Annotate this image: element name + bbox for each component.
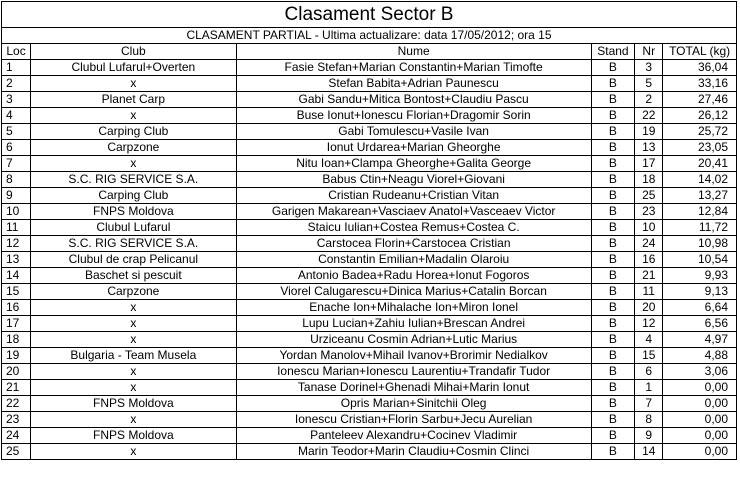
cell-stand: B	[591, 444, 635, 460]
table-row	[2, 76, 737, 92]
cell-total: 4,97	[663, 332, 737, 348]
table-row	[2, 396, 737, 412]
cell-nr: 15	[635, 348, 663, 364]
update-subtitle: CLASAMENT PARTIAL - Ultima actualizare: data 17/05/2012; ora 15	[2, 27, 736, 43]
table-row	[2, 188, 737, 204]
cell-nr: 5	[635, 76, 663, 92]
table-row	[2, 60, 737, 76]
cell-total: 20,41	[663, 156, 737, 172]
cell-total: 6,56	[663, 316, 737, 332]
cell-club: FNPS Moldova	[31, 204, 237, 220]
cell-nume: Urziceanu Cosmin Adrian+Lutic Marius	[236, 332, 591, 348]
cell-club: Bulgaria - Team Musela	[31, 348, 237, 364]
cell-total: 36,04	[663, 60, 737, 76]
cell-club: x	[31, 108, 237, 124]
cell-club: Clubul Lufarul+Overten	[31, 60, 237, 76]
cell-club: Clubul Lufarul	[31, 220, 237, 236]
cell-stand: B	[591, 380, 635, 396]
cell-loc: 24	[2, 428, 31, 444]
cell-club: Carping Club	[31, 124, 237, 140]
table-row	[2, 236, 737, 252]
table-row	[2, 124, 737, 140]
cell-nr: 24	[635, 236, 663, 252]
cell-nume: Tanase Dorinel+Ghenadi Mihai+Marin Ionut	[236, 380, 591, 396]
col-header-total: TOTAL (kg)	[663, 44, 737, 60]
table-row	[2, 444, 737, 460]
table-row	[2, 140, 737, 156]
table-row	[2, 348, 737, 364]
cell-loc: 9	[2, 188, 31, 204]
cell-nume: Carstocea Florin+Carstocea Cristian	[236, 236, 591, 252]
cell-stand: B	[591, 348, 635, 364]
cell-nume: Lupu Lucian+Zahiu Iulian+Brescan Andrei	[236, 316, 591, 332]
cell-total: 9,13	[663, 284, 737, 300]
cell-stand: B	[591, 124, 635, 140]
cell-nume: Gabi Sandu+Mitica Bontost+Claudiu Pascu	[236, 92, 591, 108]
cell-loc: 7	[2, 156, 31, 172]
cell-club: x	[31, 332, 237, 348]
cell-nume: Panteleev Alexandru+Cocinev Vladimir	[236, 428, 591, 444]
cell-stand: B	[591, 204, 635, 220]
cell-total: 6,64	[663, 300, 737, 316]
table-row	[2, 92, 737, 108]
table-row	[2, 172, 737, 188]
cell-stand: B	[591, 284, 635, 300]
cell-total: 0,00	[663, 444, 737, 460]
cell-stand: B	[591, 140, 635, 156]
cell-stand: B	[591, 268, 635, 284]
cell-nr: 22	[635, 108, 663, 124]
cell-total: 12,84	[663, 204, 737, 220]
cell-total: 33,16	[663, 76, 737, 92]
table-body	[2, 60, 737, 460]
cell-loc: 20	[2, 364, 31, 380]
table-row	[2, 364, 737, 380]
cell-total: 4,88	[663, 348, 737, 364]
col-header-club: Club	[31, 44, 237, 60]
cell-nr: 3	[635, 60, 663, 76]
cell-loc: 16	[2, 300, 31, 316]
cell-loc: 21	[2, 380, 31, 396]
cell-total: 26,12	[663, 108, 737, 124]
cell-nr: 18	[635, 172, 663, 188]
table-row	[2, 380, 737, 396]
cell-total: 27,46	[663, 92, 737, 108]
cell-nr: 21	[635, 268, 663, 284]
cell-stand: B	[591, 172, 635, 188]
cell-stand: B	[591, 300, 635, 316]
cell-club: x	[31, 316, 237, 332]
cell-nume: Ionescu Marian+Ionescu Laurentiu+Trandafir Tudor	[236, 364, 591, 380]
table-row	[2, 412, 737, 428]
cell-nr: 1	[635, 380, 663, 396]
cell-nr: 11	[635, 284, 663, 300]
table-row	[2, 252, 737, 268]
cell-stand: B	[591, 412, 635, 428]
cell-nume: Staicu Iulian+Costea Remus+Costea C.	[236, 220, 591, 236]
cell-nr: 17	[635, 156, 663, 172]
table-row	[2, 284, 737, 300]
cell-loc: 12	[2, 236, 31, 252]
cell-club: x	[31, 444, 237, 460]
cell-nr: 13	[635, 140, 663, 156]
standings-sheet	[1, 1, 737, 460]
cell-loc: 13	[2, 252, 31, 268]
cell-loc: 6	[2, 140, 31, 156]
col-header-nume: Nume	[236, 44, 591, 60]
table-row	[2, 204, 737, 220]
cell-nr: 7	[635, 396, 663, 412]
cell-stand: B	[591, 316, 635, 332]
cell-nume: Garigen Makarean+Vasciaev Anatol+Vasceaev Victor	[236, 204, 591, 220]
cell-nume: Cristian Rudeanu+Cristian Vitan	[236, 188, 591, 204]
cell-nr: 14	[635, 444, 663, 460]
cell-nume: Stefan Babita+Adrian Paunescu	[236, 76, 591, 92]
cell-club: S.C. RIG SERVICE S.A.	[31, 236, 237, 252]
cell-stand: B	[591, 156, 635, 172]
cell-loc: 4	[2, 108, 31, 124]
col-header-stand: Stand	[591, 44, 635, 60]
cell-club: Planet Carp	[31, 92, 237, 108]
cell-club: x	[31, 364, 237, 380]
cell-nume: Constantin Emilian+Madalin Olaroiu	[236, 252, 591, 268]
table-row	[2, 332, 737, 348]
cell-nume: Babus Ctin+Neagu Viorel+Giovani	[236, 172, 591, 188]
cell-loc: 14	[2, 268, 31, 284]
cell-nr: 12	[635, 316, 663, 332]
cell-loc: 11	[2, 220, 31, 236]
header-block	[1, 1, 737, 43]
cell-club: FNPS Moldova	[31, 428, 237, 444]
cell-total: 25,72	[663, 124, 737, 140]
cell-total: 3,06	[663, 364, 737, 380]
cell-loc: 19	[2, 348, 31, 364]
cell-loc: 1	[2, 60, 31, 76]
cell-nume: Marin Teodor+Marin Claudiu+Cosmin Clinci	[236, 444, 591, 460]
cell-loc: 15	[2, 284, 31, 300]
cell-nume: Fasie Stefan+Marian Constantin+Marian Timofte	[236, 60, 591, 76]
cell-loc: 10	[2, 204, 31, 220]
table-row	[2, 108, 737, 124]
cell-nume: Opris Marian+Sinitchii Oleg	[236, 396, 591, 412]
cell-total: 13,27	[663, 188, 737, 204]
table-row	[2, 156, 737, 172]
table-row	[2, 428, 737, 444]
cell-stand: B	[591, 220, 635, 236]
cell-club: Clubul de crap Pelicanul	[31, 252, 237, 268]
cell-stand: B	[591, 396, 635, 412]
table-row	[2, 300, 737, 316]
cell-club: x	[31, 300, 237, 316]
cell-nume: Ionescu Cristian+Florin Sarbu+Jecu Aurelian	[236, 412, 591, 428]
table-row	[2, 220, 737, 236]
cell-nr: 4	[635, 332, 663, 348]
cell-total: 0,00	[663, 396, 737, 412]
col-header-loc: Loc	[2, 44, 31, 60]
cell-total: 11,72	[663, 220, 737, 236]
cell-loc: 18	[2, 332, 31, 348]
cell-nume: Nitu Ioan+Clampa Gheorghe+Galita George	[236, 156, 591, 172]
cell-nr: 16	[635, 252, 663, 268]
cell-stand: B	[591, 364, 635, 380]
cell-club: x	[31, 156, 237, 172]
cell-total: 0,00	[663, 428, 737, 444]
cell-club: S.C. RIG SERVICE S.A.	[31, 172, 237, 188]
cell-total: 9,93	[663, 268, 737, 284]
cell-total: 0,00	[663, 380, 737, 396]
cell-nr: 19	[635, 124, 663, 140]
cell-loc: 5	[2, 124, 31, 140]
cell-stand: B	[591, 76, 635, 92]
cell-loc: 17	[2, 316, 31, 332]
cell-loc: 2	[2, 76, 31, 92]
cell-nume: Viorel Calugarescu+Dinica Marius+Catalin Borcan	[236, 284, 591, 300]
cell-stand: B	[591, 60, 635, 76]
standings-table	[1, 43, 737, 460]
cell-club: x	[31, 380, 237, 396]
cell-total: 0,00	[663, 412, 737, 428]
cell-nr: 9	[635, 428, 663, 444]
cell-club: FNPS Moldova	[31, 396, 237, 412]
cell-club: Carpzone	[31, 140, 237, 156]
table-row	[2, 316, 737, 332]
cell-nume: Yordan Manolov+Mihail Ivanov+Brorimir Nedialkov	[236, 348, 591, 364]
cell-stand: B	[591, 428, 635, 444]
cell-total: 10,98	[663, 236, 737, 252]
cell-nume: Enache Ion+Mihalache Ion+Miron Ionel	[236, 300, 591, 316]
cell-club: Carpzone	[31, 284, 237, 300]
cell-nr: 23	[635, 204, 663, 220]
cell-loc: 25	[2, 444, 31, 460]
header-row	[2, 44, 737, 60]
cell-club: x	[31, 76, 237, 92]
table-row	[2, 268, 737, 284]
cell-nr: 20	[635, 300, 663, 316]
cell-total: 10,54	[663, 252, 737, 268]
page-title: Clasament Sector B	[284, 4, 454, 25]
cell-stand: B	[591, 332, 635, 348]
cell-nr: 6	[635, 364, 663, 380]
cell-stand: B	[591, 188, 635, 204]
cell-club: Carping Club	[31, 188, 237, 204]
col-header-nr: Nr	[635, 44, 663, 60]
cell-loc: 22	[2, 396, 31, 412]
cell-stand: B	[591, 236, 635, 252]
cell-loc: 3	[2, 92, 31, 108]
cell-nume: Antonio Badea+Radu Horea+Ionut Fogoros	[236, 268, 591, 284]
cell-loc: 8	[2, 172, 31, 188]
cell-stand: B	[591, 252, 635, 268]
cell-total: 14,02	[663, 172, 737, 188]
cell-loc: 23	[2, 412, 31, 428]
cell-nr: 10	[635, 220, 663, 236]
cell-stand: B	[591, 92, 635, 108]
cell-club: Baschet si pescuit	[31, 268, 237, 284]
cell-club: x	[31, 412, 237, 428]
cell-nume: Ionut Urdarea+Marian Gheorghe	[236, 140, 591, 156]
cell-stand: B	[591, 108, 635, 124]
cell-nr: 2	[635, 92, 663, 108]
cell-nume: Gabi Tomulescu+Vasile Ivan	[236, 124, 591, 140]
cell-nume: Buse Ionut+Ionescu Florian+Dragomir Sorin	[236, 108, 591, 124]
cell-total: 23,05	[663, 140, 737, 156]
cell-nr: 25	[635, 188, 663, 204]
cell-nr: 8	[635, 412, 663, 428]
